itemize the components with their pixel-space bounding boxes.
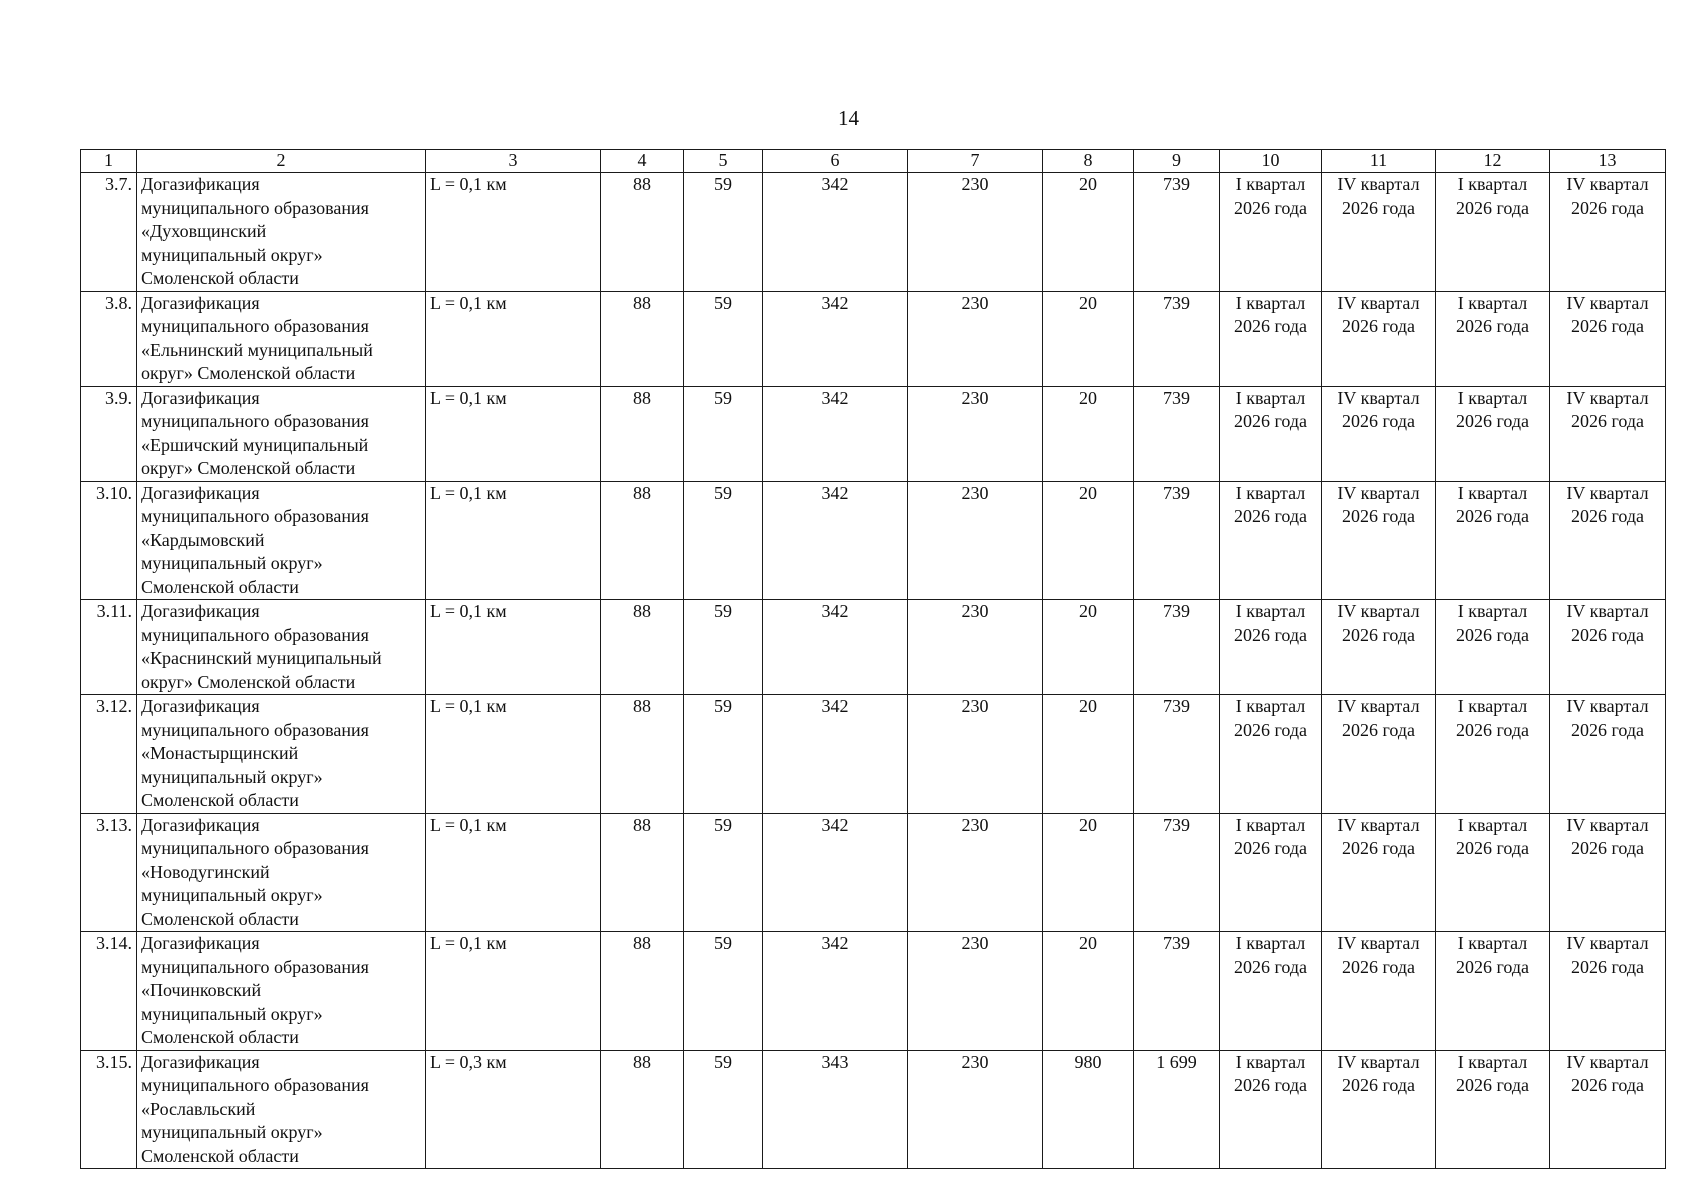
- object-name-line: муниципального образования: [141, 719, 369, 740]
- period-col-11-line: 2026 года: [1341, 624, 1416, 645]
- object-name-line: Догазификация: [141, 814, 260, 835]
- object-name-line: Смоленской области: [141, 1145, 299, 1166]
- object-name-line: «Монастырщинский: [141, 743, 299, 763]
- object-name: [137, 813, 426, 932]
- value-col-7: 230: [908, 291, 1043, 386]
- object-name-line: Догазификация: [141, 292, 260, 313]
- value-col-6: 342: [763, 173, 908, 292]
- period-col-12-line: I квартал: [1457, 292, 1528, 313]
- period-col-11: [1322, 695, 1436, 814]
- object-name-line: Смоленской области: [141, 908, 299, 929]
- period-col-13-line: 2026 года: [1570, 411, 1645, 431]
- period-col-12-line: I квартал: [1457, 1051, 1528, 1072]
- period-col-10-line: I квартал: [1235, 387, 1306, 408]
- period-col-10: [1220, 173, 1322, 292]
- object-name-line: «Новодугинский: [141, 861, 270, 882]
- value-col-7: 230: [908, 173, 1043, 292]
- data-table: [80, 149, 1666, 1169]
- value-col-9: 739: [1134, 173, 1220, 292]
- row-number: 3.12.: [81, 695, 137, 814]
- value-col-9: 739: [1134, 291, 1220, 386]
- period-col-11: [1322, 386, 1436, 481]
- period-col-10-line: 2026 года: [1233, 624, 1308, 645]
- column-number: 8: [1043, 150, 1134, 173]
- table-body: [81, 173, 1666, 1169]
- value-col-9: 739: [1134, 481, 1220, 600]
- period-col-10-line: I квартал: [1235, 292, 1306, 313]
- value-col-7: 230: [908, 1050, 1043, 1169]
- period-col-12-line: 2026 года: [1455, 719, 1530, 740]
- value-col-6: 342: [763, 813, 908, 932]
- value-col-6: 343: [763, 1050, 908, 1169]
- period-col-10-line: I квартал: [1235, 601, 1306, 621]
- column-number: 3: [426, 150, 601, 173]
- period-col-12: [1436, 386, 1550, 481]
- period-col-10-line: I квартал: [1235, 1051, 1306, 1072]
- period-col-12-line: I квартал: [1457, 696, 1528, 716]
- row-number: 3.11.: [81, 600, 137, 695]
- row-number: 3.8.: [81, 291, 137, 386]
- object-name-line: муниципального образования: [141, 838, 369, 858]
- value-col-4: 88: [601, 481, 684, 600]
- value-col-5: 59: [684, 481, 763, 600]
- value-col-8: 20: [1043, 386, 1134, 481]
- length-value: L = 0,3 км: [426, 1050, 601, 1169]
- object-name-line: Догазификация: [141, 482, 260, 503]
- value-col-4: 88: [601, 291, 684, 386]
- period-col-13-line: IV квартал: [1566, 1051, 1649, 1072]
- period-col-12-line: 2026 года: [1455, 956, 1530, 977]
- period-col-10-line: I квартал: [1235, 174, 1306, 194]
- value-col-7: 230: [908, 695, 1043, 814]
- table-row: [81, 481, 1666, 600]
- column-number: 9: [1134, 150, 1220, 173]
- period-col-13-line: 2026 года: [1570, 624, 1645, 645]
- period-col-11-line: 2026 года: [1341, 411, 1416, 431]
- row-number: 3.15.: [81, 1050, 137, 1169]
- object-name-line: муниципального образования: [141, 624, 369, 645]
- row-number: 3.10.: [81, 481, 137, 600]
- length-value: L = 0,1 км: [426, 481, 601, 600]
- length-value: L = 0,1 км: [426, 291, 601, 386]
- object-name-line: «Починковский: [141, 980, 262, 1000]
- period-col-13-line: IV квартал: [1566, 292, 1649, 313]
- column-number: 5: [684, 150, 763, 173]
- value-col-6: 342: [763, 932, 908, 1051]
- value-col-8: 980: [1043, 1050, 1134, 1169]
- period-col-10-line: I квартал: [1235, 933, 1306, 953]
- value-col-4: 88: [601, 1050, 684, 1169]
- object-name-line: муниципального образования: [141, 506, 369, 526]
- period-col-12: [1436, 695, 1550, 814]
- column-number: 1: [81, 150, 137, 173]
- period-col-12-line: I квартал: [1457, 933, 1528, 953]
- period-col-12-line: 2026 года: [1455, 506, 1530, 526]
- period-col-13-line: IV квартал: [1566, 696, 1649, 716]
- period-col-13-line: IV квартал: [1566, 601, 1649, 621]
- period-col-11: [1322, 813, 1436, 932]
- period-col-12: [1436, 291, 1550, 386]
- period-col-10-line: 2026 года: [1233, 316, 1308, 336]
- object-name-line: Догазификация: [141, 387, 260, 408]
- object-name-line: Догазификация: [141, 933, 260, 953]
- column-number: 13: [1550, 150, 1666, 173]
- table-row: [81, 932, 1666, 1051]
- object-name-line: Догазификация: [141, 601, 260, 621]
- value-col-7: 230: [908, 932, 1043, 1051]
- period-col-12-line: I квартал: [1457, 387, 1528, 408]
- value-col-6: 342: [763, 695, 908, 814]
- period-col-11-line: IV квартал: [1337, 1051, 1420, 1072]
- column-number: 11: [1322, 150, 1436, 173]
- period-col-13-line: IV квартал: [1566, 933, 1649, 953]
- value-col-4: 88: [601, 932, 684, 1051]
- length-value: L = 0,1 км: [426, 386, 601, 481]
- period-col-10: [1220, 291, 1322, 386]
- table-row: [81, 291, 1666, 386]
- period-col-12-line: 2026 года: [1455, 1075, 1530, 1095]
- period-col-11-line: IV квартал: [1337, 387, 1420, 408]
- period-col-13: [1550, 600, 1666, 695]
- period-col-10: [1220, 813, 1322, 932]
- period-col-10-line: I квартал: [1235, 482, 1306, 503]
- period-col-13-line: IV квартал: [1566, 174, 1649, 194]
- object-name-line: муниципальный округ»: [141, 766, 323, 787]
- period-col-11-line: 2026 года: [1341, 956, 1416, 977]
- object-name-line: Смоленской области: [141, 268, 299, 288]
- period-col-13: [1550, 695, 1666, 814]
- object-name-line: Догазификация: [141, 1051, 260, 1072]
- period-col-12-line: 2026 года: [1455, 624, 1530, 645]
- value-col-7: 230: [908, 481, 1043, 600]
- value-col-7: 230: [908, 600, 1043, 695]
- period-col-12-line: I квартал: [1457, 482, 1528, 503]
- object-name-line: муниципальный округ»: [141, 1122, 323, 1142]
- object-name-line: Догазификация: [141, 174, 260, 194]
- period-col-13-line: 2026 года: [1570, 956, 1645, 977]
- period-col-11-line: IV квартал: [1337, 696, 1420, 716]
- table-row: [81, 695, 1666, 814]
- value-col-9: 739: [1134, 600, 1220, 695]
- object-name: [137, 173, 426, 292]
- table-row: [81, 600, 1666, 695]
- column-number: 2: [137, 150, 426, 173]
- period-col-10-line: I квартал: [1235, 814, 1306, 835]
- period-col-13-line: 2026 года: [1570, 1075, 1645, 1095]
- period-col-11-line: IV квартал: [1337, 292, 1420, 313]
- period-col-11-line: 2026 года: [1341, 316, 1416, 336]
- period-col-10-line: 2026 года: [1233, 197, 1308, 218]
- period-col-11-line: IV квартал: [1337, 814, 1420, 835]
- period-col-11: [1322, 600, 1436, 695]
- period-col-13-line: 2026 года: [1570, 197, 1645, 218]
- object-name: [137, 291, 426, 386]
- period-col-13: [1550, 1050, 1666, 1169]
- column-number: 7: [908, 150, 1043, 173]
- value-col-7: 230: [908, 386, 1043, 481]
- column-number-row: [81, 150, 1666, 173]
- period-col-10: [1220, 1050, 1322, 1169]
- value-col-6: 342: [763, 481, 908, 600]
- value-col-8: 20: [1043, 813, 1134, 932]
- table-row: [81, 386, 1666, 481]
- value-col-7: 230: [908, 813, 1043, 932]
- period-col-11: [1322, 173, 1436, 292]
- object-name-line: округ» Смоленской области: [141, 363, 356, 383]
- period-col-13-line: IV квартал: [1566, 482, 1649, 503]
- period-col-12-line: I квартал: [1457, 601, 1528, 621]
- period-col-13-line: 2026 года: [1570, 506, 1645, 526]
- column-number: 6: [763, 150, 908, 173]
- period-col-12-line: I квартал: [1457, 814, 1528, 835]
- period-col-10: [1220, 386, 1322, 481]
- value-col-8: 20: [1043, 481, 1134, 600]
- value-col-5: 59: [684, 173, 763, 292]
- object-name: [137, 695, 426, 814]
- period-col-13: [1550, 291, 1666, 386]
- period-col-13-line: 2026 года: [1570, 838, 1645, 858]
- length-value: L = 0,1 км: [426, 813, 601, 932]
- period-col-10-line: 2026 года: [1233, 719, 1308, 740]
- period-col-11-line: 2026 года: [1341, 1075, 1416, 1095]
- period-col-12-line: 2026 года: [1455, 838, 1530, 858]
- object-name: [137, 600, 426, 695]
- object-name-line: Догазификация: [141, 696, 260, 716]
- period-col-13: [1550, 481, 1666, 600]
- row-number: 3.14.: [81, 932, 137, 1051]
- value-col-8: 20: [1043, 291, 1134, 386]
- object-name: [137, 386, 426, 481]
- length-value: L = 0,1 км: [426, 173, 601, 292]
- object-name: [137, 481, 426, 600]
- object-name-line: муниципального образования: [141, 1075, 369, 1095]
- period-col-13-line: 2026 года: [1570, 719, 1645, 740]
- period-col-11: [1322, 932, 1436, 1051]
- value-col-6: 342: [763, 291, 908, 386]
- period-col-11: [1322, 1050, 1436, 1169]
- value-col-8: 20: [1043, 695, 1134, 814]
- object-name-line: округ» Смоленской области: [141, 458, 356, 478]
- period-col-12-line: I квартал: [1457, 174, 1528, 194]
- period-col-12-line: 2026 года: [1455, 411, 1530, 431]
- object-name-line: муниципального образования: [141, 411, 369, 431]
- period-col-13-line: 2026 года: [1570, 316, 1645, 336]
- period-col-12: [1436, 173, 1550, 292]
- value-col-4: 88: [601, 173, 684, 292]
- value-col-4: 88: [601, 386, 684, 481]
- period-col-12: [1436, 1050, 1550, 1169]
- object-name-line: Смоленской области: [141, 790, 299, 810]
- period-col-10: [1220, 481, 1322, 600]
- period-col-13-line: IV квартал: [1566, 387, 1649, 408]
- object-name-line: «Кардымовский: [141, 529, 265, 550]
- value-col-5: 59: [684, 1050, 763, 1169]
- period-col-11-line: 2026 года: [1341, 719, 1416, 740]
- period-col-11-line: IV квартал: [1337, 482, 1420, 503]
- object-name-line: муниципального образования: [141, 316, 369, 336]
- object-name-line: «Ельнинский муниципальный: [141, 339, 373, 360]
- period-col-10-line: 2026 года: [1233, 1075, 1308, 1095]
- column-number: 10: [1220, 150, 1322, 173]
- object-name-line: муниципального образования: [141, 197, 369, 218]
- value-col-4: 88: [601, 600, 684, 695]
- period-col-10-line: 2026 года: [1233, 838, 1308, 858]
- table-row: [81, 1050, 1666, 1169]
- period-col-13: [1550, 173, 1666, 292]
- period-col-11-line: IV квартал: [1337, 601, 1420, 621]
- object-name-line: «Духовщинский: [141, 221, 267, 241]
- object-name-line: муниципальный округ»: [141, 244, 323, 265]
- period-col-12: [1436, 481, 1550, 600]
- table-row: [81, 813, 1666, 932]
- row-number: 3.13.: [81, 813, 137, 932]
- period-col-12-line: 2026 года: [1455, 197, 1530, 218]
- row-number: 3.7.: [81, 173, 137, 292]
- value-col-5: 59: [684, 695, 763, 814]
- value-col-4: 88: [601, 695, 684, 814]
- value-col-5: 59: [684, 386, 763, 481]
- period-col-12: [1436, 932, 1550, 1051]
- period-col-12: [1436, 813, 1550, 932]
- length-value: L = 0,1 км: [426, 695, 601, 814]
- value-col-5: 59: [684, 813, 763, 932]
- object-name-line: Смоленской области: [141, 1027, 299, 1047]
- object-name-line: муниципальный округ»: [141, 885, 323, 905]
- value-col-5: 59: [684, 291, 763, 386]
- period-col-12: [1436, 600, 1550, 695]
- value-col-5: 59: [684, 600, 763, 695]
- value-col-9: 739: [1134, 813, 1220, 932]
- period-col-10: [1220, 695, 1322, 814]
- length-value: L = 0,1 км: [426, 932, 601, 1051]
- period-col-13: [1550, 386, 1666, 481]
- value-col-9: 1 699: [1134, 1050, 1220, 1169]
- column-number: 12: [1436, 150, 1550, 173]
- value-col-6: 342: [763, 386, 908, 481]
- object-name-line: муниципальный округ»: [141, 553, 323, 573]
- value-col-6: 342: [763, 600, 908, 695]
- value-col-9: 739: [1134, 386, 1220, 481]
- period-col-11: [1322, 481, 1436, 600]
- column-number: 4: [601, 150, 684, 173]
- period-col-13: [1550, 813, 1666, 932]
- period-col-10-line: I квартал: [1235, 696, 1306, 716]
- period-col-13: [1550, 932, 1666, 1051]
- period-col-10-line: 2026 года: [1233, 506, 1308, 526]
- object-name-line: «Краснинский муниципальный: [141, 648, 382, 668]
- length-value: L = 0,1 км: [426, 600, 601, 695]
- object-name-line: «Ершичский муниципальный: [141, 434, 369, 455]
- period-col-10-line: 2026 года: [1233, 411, 1308, 431]
- period-col-10: [1220, 600, 1322, 695]
- object-name: [137, 932, 426, 1051]
- object-name-line: муниципального образования: [141, 956, 369, 977]
- object-name: [137, 1050, 426, 1169]
- value-col-9: 739: [1134, 932, 1220, 1051]
- object-name-line: муниципальный округ»: [141, 1003, 323, 1024]
- table-row: [81, 173, 1666, 292]
- period-col-11-line: 2026 года: [1341, 197, 1416, 218]
- period-col-10-line: 2026 года: [1233, 956, 1308, 977]
- period-col-13-line: IV квартал: [1566, 814, 1649, 835]
- value-col-8: 20: [1043, 173, 1134, 292]
- period-col-11-line: 2026 года: [1341, 506, 1416, 526]
- page-number: 14: [838, 106, 859, 130]
- value-col-4: 88: [601, 813, 684, 932]
- value-col-8: 20: [1043, 600, 1134, 695]
- value-col-9: 739: [1134, 695, 1220, 814]
- period-col-11-line: 2026 года: [1341, 838, 1416, 858]
- row-number: 3.9.: [81, 386, 137, 481]
- period-col-10: [1220, 932, 1322, 1051]
- value-col-5: 59: [684, 932, 763, 1051]
- object-name-line: округ» Смоленской области: [141, 671, 356, 692]
- period-col-11: [1322, 291, 1436, 386]
- period-col-12-line: 2026 года: [1455, 316, 1530, 336]
- value-col-8: 20: [1043, 932, 1134, 1051]
- object-name-line: «Рославльский: [141, 1098, 256, 1119]
- period-col-11-line: IV квартал: [1337, 174, 1420, 194]
- object-name-line: Смоленской области: [141, 576, 299, 597]
- period-col-11-line: IV квартал: [1337, 933, 1420, 953]
